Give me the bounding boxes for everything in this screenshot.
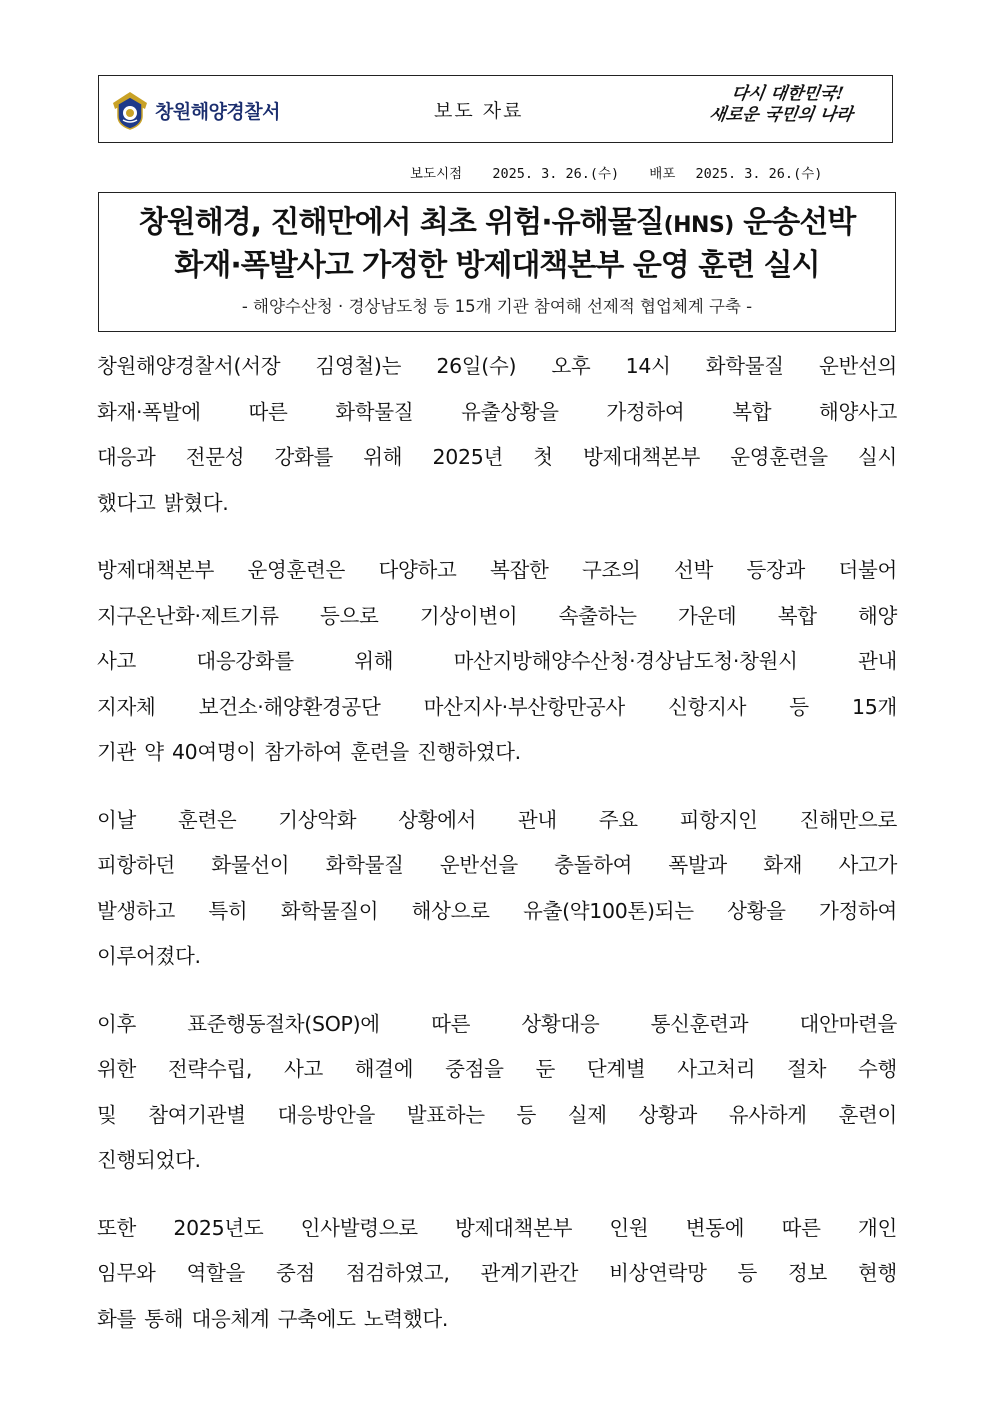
press-release-header: [98, 75, 893, 143]
paragraph-line: 지구온난화·제트기류 등으로 기상이변이 속출하는 가운데 복합 해양: [97, 603, 897, 628]
distribution-value: 2025. 3. 26.(수): [695, 166, 823, 182]
org-name: 창원해양경찰서: [155, 100, 280, 123]
doc-type-label: 보도 자료: [434, 100, 524, 122]
release-dates: [410, 162, 844, 182]
paragraph-line: 화를 통해 대응체계 구축에도 노력했다.: [97, 1306, 449, 1331]
headline-box: [98, 192, 896, 332]
paragraph-line: 이루어졌다.: [97, 944, 201, 968]
article-body: [97, 344, 897, 1364]
slogan-line-2: 새로운 국민의 나라: [707, 105, 854, 125]
slogan-line-1: 다시 대한민국!: [730, 84, 845, 104]
subheadline: - 해양수산청 · 경상남도청 등 15개 기관 참여해 선제적 협업체계 구축 -: [241, 297, 753, 316]
paragraph-line: 및 참여기관별 대응방안을 발표하는 등 실제 상황과 유사하게 훈련이: [97, 1102, 897, 1127]
paragraph-line: 기관 약 40여명이 참가하여 훈련을 진행하였다.: [97, 740, 521, 764]
headline-line-2: 화재·폭발사고 가정한 방제대책본부 운영 훈련 실시: [174, 248, 820, 283]
paragraph-line: 피항하던 화물선이 화학물질 운반선을 충돌하여 폭발과 화재 사고가: [97, 853, 897, 877]
headline-line-1: 창원해경, 진해만에서 최초 위험·유해물질(HNS) 운송선박: [138, 205, 856, 240]
paragraph-line: 또한 2025년도 인사발령으로 방제대책본부 인원 변동에 따른 개인: [97, 1215, 897, 1240]
paragraph-line: 발생하고 특히 화학물질이 해상으로 유출(약100톤)되는 상황을 가정하여: [97, 898, 897, 923]
paragraph-line: 이후 표준행동절차(SOP)에 따른 상황대응 통신훈련과 대안마련을: [97, 1011, 897, 1036]
distribution-label: 배포: [649, 166, 676, 182]
paragraph-line: 임무와 역할을 중점 점검하였고, 관계기관간 비상연락망 등 정보 현행: [97, 1261, 897, 1285]
org-logo: [109, 89, 280, 131]
paragraph: [97, 344, 897, 526]
release-time-label: 보도시점: [410, 166, 463, 182]
paragraph-line: 이날 훈련은 기상악화 상황에서 관내 주요 피항지인 진해만으로: [97, 807, 897, 832]
paragraph: [97, 798, 897, 980]
paragraph: [97, 1002, 897, 1184]
paragraph-line: 했다고 밝혔다.: [97, 490, 229, 515]
paragraph: [97, 548, 897, 776]
paragraph-line: 위한 전략수립, 사고 해결에 중점을 둔 단계별 사고처리 절차 수행: [97, 1057, 897, 1081]
paragraph-line: 대응과 전문성 강화를 위해 2025년 첫 방제대책본부 운영훈련을 실시: [97, 445, 897, 469]
paragraph-line: 사고 대응강화를 위해 마산지방해양수산청·경상남도청·창원시 관내: [97, 649, 897, 673]
paragraph: [97, 1206, 897, 1343]
slogan: [661, 84, 857, 126]
paragraph-line: 지자체 보건소·해양환경공단 마산지사·부산항만공사 신항지사 등 15개: [97, 694, 897, 719]
release-time-value: 2025. 3. 26.(수): [492, 166, 620, 182]
paragraph-line: 화재·폭발에 따른 화학물질 유출상황을 가정하여 복합 해양사고: [97, 399, 897, 424]
paragraph-line: 창원해양경찰서(서장 김영철)는 26일(수) 오후 14시 화학물질 운반선의: [97, 354, 897, 378]
coast-guard-emblem-icon: [109, 89, 151, 131]
paragraph-line: 진행되었다.: [97, 1148, 201, 1172]
paragraph-line: 방제대책본부 운영훈련은 다양하고 복잡한 구조의 선박 등장과 더불어: [97, 558, 897, 582]
